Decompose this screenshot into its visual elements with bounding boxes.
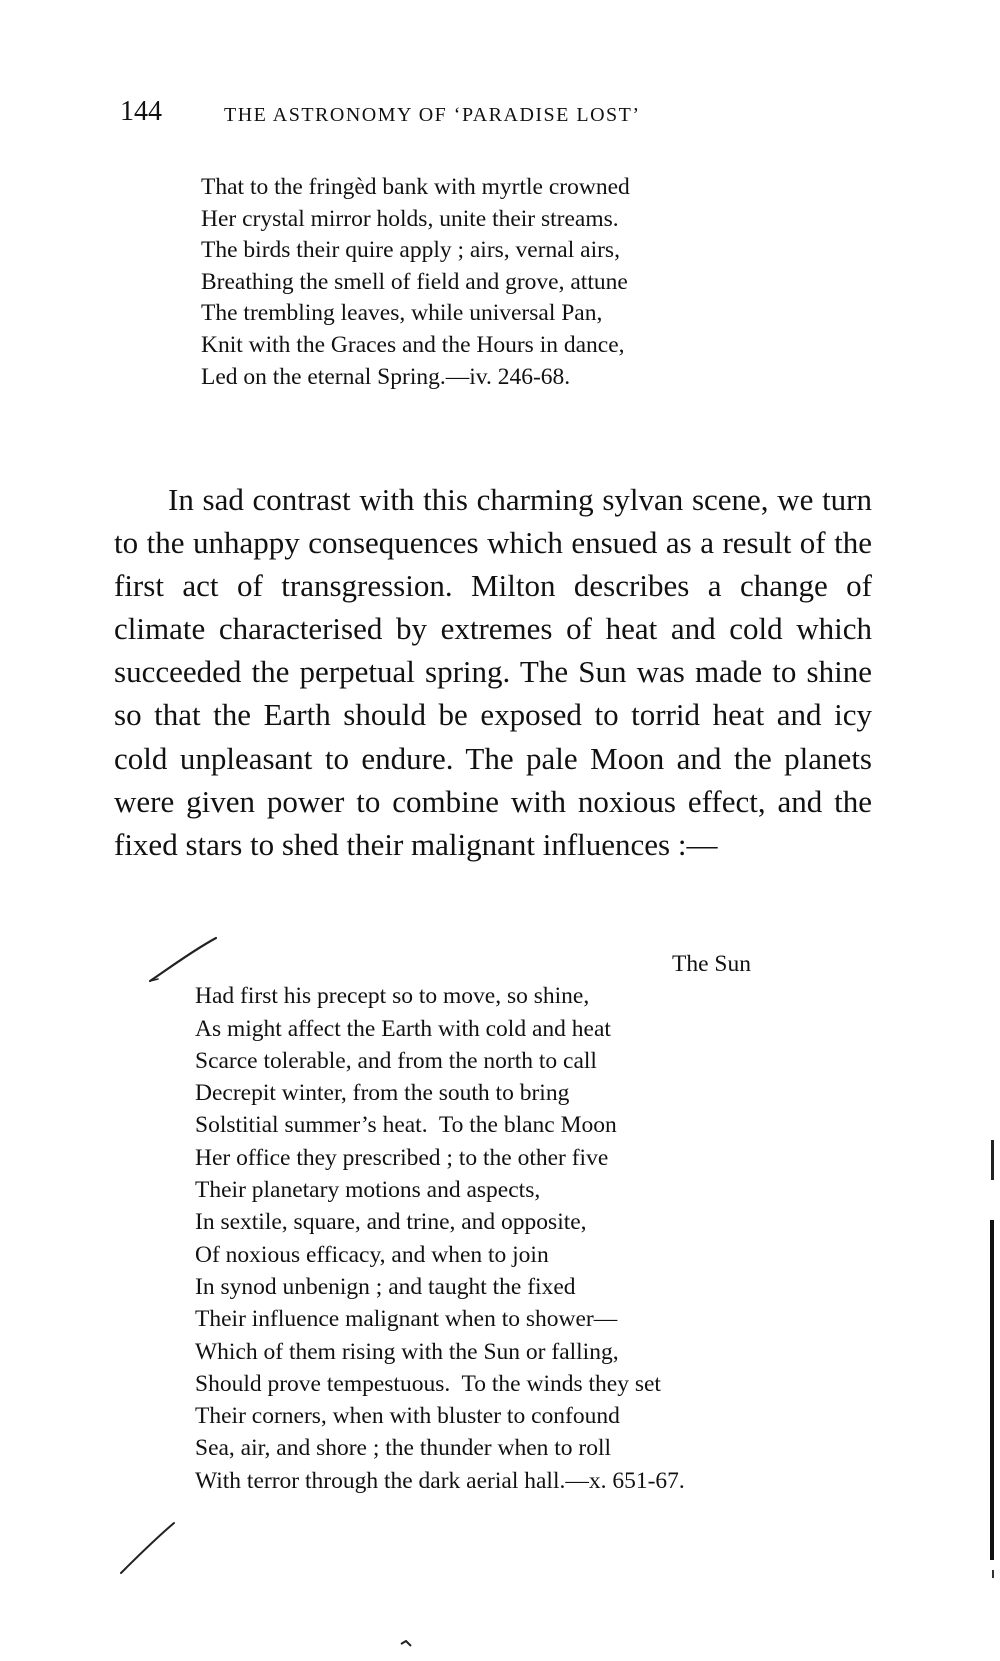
verse-line: Scarce tolerable, and from the north to call	[195, 1047, 597, 1074]
verse-line: The trembling leaves, while universal Pan,	[201, 300, 603, 327]
verse-line: Had first his precept so to move, so shine,	[195, 983, 590, 1010]
verse-line: Should prove tempestuous. To the winds they set	[195, 1370, 661, 1397]
pencil-mark-top	[148, 935, 220, 985]
verse-line: That to the fringèd bank with myrtle crowned	[201, 174, 630, 200]
verse-line: Solstitial summer’s heat. To the blanc Moon	[195, 1112, 617, 1139]
verse-line: Decrepit winter, from the south to bring	[195, 1080, 570, 1107]
verse-line: Sea, air, and shore ; the thunder when to roll	[195, 1435, 612, 1462]
verse-line: Her crystal mirror holds, unite their streams.	[201, 205, 619, 232]
verse-line: Their corners, when with bluster to confound	[195, 1403, 620, 1430]
verse-line: In sextile, square, and trine, and opposite,	[195, 1209, 587, 1236]
body-paragraph: In sad contrast with this charming sylvan scene, we turn to the unhappy consequences which ensued as a result of the first act of transgression. Milton describes a change of climate characterised by extremes of heat and cold which succeeded the perpetual spring. The Sun was made to shine so that the Earth should be exposed to torrid heat and icy cold unpleasant to endure. The pale Moon and the planets were given power to combine with noxious effect, and the fixed stars to shed their malignant influences :—	[114, 482, 872, 862]
running-title: THE ASTRONOMY OF ‘PARADISE LOST’	[224, 104, 641, 126]
verse-line: Their influence malignant when to shower—	[195, 1306, 618, 1333]
verse-line: The birds their quire apply ; airs, vernal airs,	[201, 237, 620, 264]
verse-line: Breathing the smell of field and grove, attune	[201, 268, 628, 295]
verse-line: Knit with the Graces and the Hours in dance,	[201, 331, 625, 358]
page-number: 144	[120, 96, 162, 127]
pencil-mark-bottom	[118, 1520, 178, 1576]
verse-line: In synod unbenign ; and taught the fixed	[195, 1273, 576, 1300]
page-edge-shadow	[986, 1140, 1000, 1580]
verse-line: Led on the eternal Spring.—iv. 246-68.	[201, 363, 571, 390]
verse-line: Her office they prescribed ; to the other five	[195, 1144, 609, 1171]
verse-line: Of noxious efficacy, and when to join	[195, 1241, 549, 1268]
verse-line: Which of them rising with the Sun or falling,	[195, 1338, 619, 1365]
verse-line: Their planetary motions and aspects,	[195, 1177, 541, 1204]
page-header	[120, 96, 820, 136]
verse-quote-top	[201, 172, 630, 393]
verse-quote-bottom	[195, 948, 751, 1497]
verse-line: The Sun	[672, 951, 751, 977]
verse-line: With terror through the dark aerial hall.—x. 651-67.	[195, 1467, 685, 1494]
scan-speck	[400, 1640, 412, 1648]
verse-line: As might affect the Earth with cold and heat	[195, 1015, 611, 1042]
